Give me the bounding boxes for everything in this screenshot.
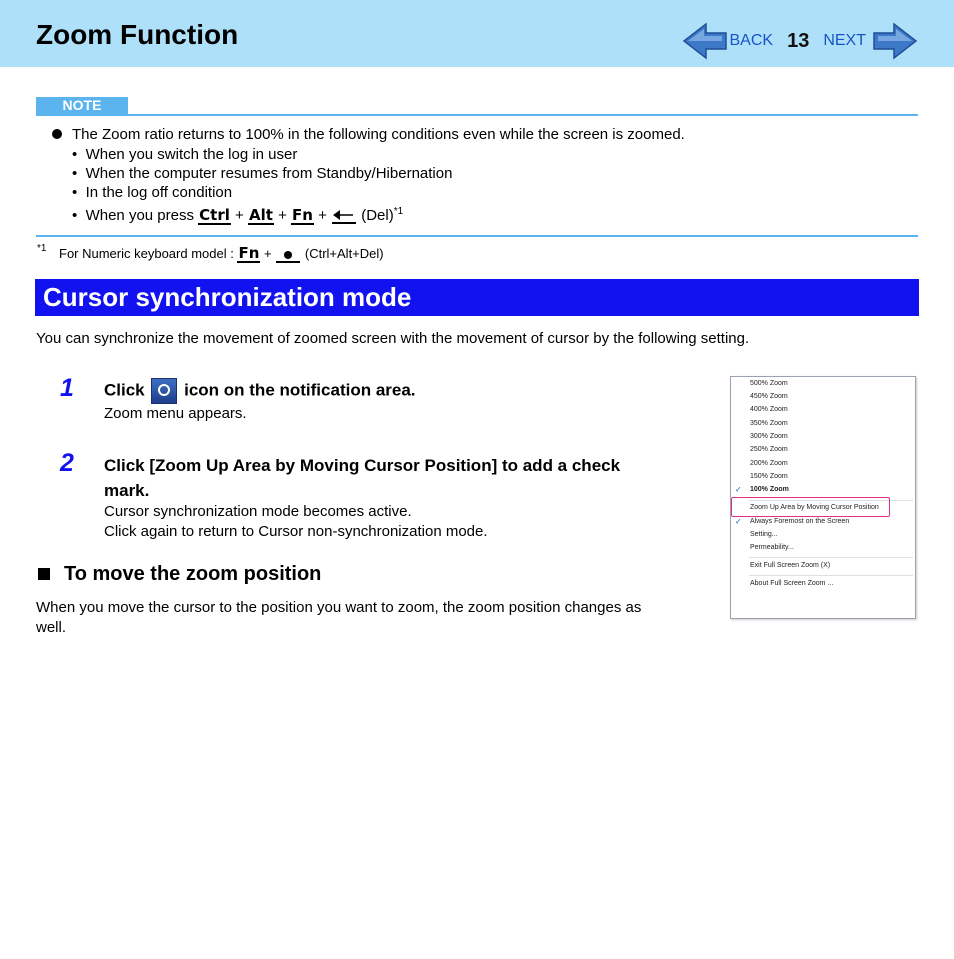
menu-item-450[interactable]: 450% Zoom bbox=[750, 393, 788, 400]
menu-item-exit[interactable]: Exit Full Screen Zoom (X) bbox=[750, 562, 831, 569]
section-intro: You can synchronize the movement of zoomed screen with the movement of cursor by the following setting. bbox=[36, 330, 750, 347]
bullet-icon bbox=[52, 129, 62, 139]
note-item-text: In the log off condition bbox=[85, 184, 233, 201]
footnote-text: For Numeric keyboard model : bbox=[59, 246, 234, 261]
del-label: (Del) bbox=[361, 207, 394, 224]
menu-item-150[interactable]: 150% Zoom bbox=[750, 473, 788, 480]
alt-key: Alt bbox=[248, 206, 273, 224]
menu-item-about[interactable]: About Full Screen Zoom ... bbox=[750, 580, 834, 587]
page-title: Zoom Function bbox=[36, 19, 239, 50]
note-divider bbox=[36, 114, 918, 116]
note-item: • In the log off condition bbox=[72, 184, 233, 201]
note-header bbox=[36, 97, 918, 117]
back-arrow-icon[interactable] bbox=[682, 22, 728, 60]
note-divider-bottom bbox=[36, 235, 918, 237]
press-prefix: When you press bbox=[85, 207, 194, 224]
subsection-text: When you move the cursor to the position you want to zoom, the zoom position changes as bbox=[36, 599, 642, 616]
step-1-text-after: icon on the notification area. bbox=[184, 380, 416, 400]
footnote-marker: *1 bbox=[393, 206, 404, 217]
footnote bbox=[59, 246, 384, 263]
menu-item-always-foremost[interactable]: Always Foremost on the Screen bbox=[750, 518, 850, 525]
backspace-key-icon bbox=[331, 207, 357, 225]
step-number: 1 bbox=[60, 374, 74, 402]
ctrl-key: Ctrl bbox=[199, 206, 230, 224]
next-link[interactable]: NEXT bbox=[823, 32, 866, 49]
step-2-text-line2: mark. bbox=[104, 481, 150, 500]
step-2-description: Click again to return to Cursor non-synchronization mode. bbox=[104, 523, 488, 540]
zoom-context-menu bbox=[730, 376, 916, 619]
next-arrow-icon[interactable] bbox=[872, 22, 918, 60]
back-link[interactable]: BACK bbox=[729, 32, 774, 49]
check-icon: ✓ bbox=[735, 485, 742, 494]
step-2-text-line1: Click [Zoom Up Area by Moving Cursor Position] to add a check bbox=[104, 456, 621, 475]
note-item: • When the computer resumes from Standby/Hibernation bbox=[72, 165, 453, 182]
fn-key: Fn bbox=[292, 206, 313, 224]
menu-item-100[interactable]: 100% Zoom bbox=[750, 486, 789, 493]
footnote-marker: *1 bbox=[37, 243, 47, 254]
menu-item-setting[interactable]: Setting... bbox=[750, 531, 778, 538]
period-key-icon bbox=[275, 247, 301, 263]
note-item-text: When you switch the log in user bbox=[85, 146, 298, 163]
plus-sign: + bbox=[318, 207, 327, 224]
menu-item-zoom-up-area[interactable]: Zoom Up Area by Moving Cursor Position bbox=[750, 504, 879, 511]
section-title: Cursor synchronization mode bbox=[43, 282, 412, 312]
menu-item-permeability[interactable]: Permeability... bbox=[750, 544, 794, 551]
menu-item-500[interactable]: 500% Zoom bbox=[750, 380, 788, 387]
subsection-title: To move the zoom position bbox=[64, 563, 322, 585]
note-item-keys: • When you press Ctrl + Alt + Fn + (Del)$^{*1}$ bbox=[72, 206, 404, 224]
zoom-tray-icon bbox=[151, 378, 177, 404]
plus-sign: + bbox=[235, 207, 244, 224]
menu-item-350[interactable]: 350% Zoom bbox=[750, 420, 788, 427]
plus-sign: + bbox=[278, 207, 287, 224]
step-number: 2 bbox=[60, 449, 74, 477]
note-tag: NOTE bbox=[36, 97, 128, 114]
step-1-description: Zoom menu appears. bbox=[104, 405, 247, 422]
page-number: 13 bbox=[787, 29, 810, 52]
plus-sign: + bbox=[264, 246, 272, 261]
note-item: • When you switch the log in user bbox=[72, 146, 298, 163]
menu-item-250[interactable]: 250% Zoom bbox=[750, 446, 788, 453]
note-item-text: When the computer resumes from Standby/Hibernation bbox=[85, 165, 453, 182]
menu-separator bbox=[749, 575, 913, 576]
menu-separator bbox=[749, 557, 913, 558]
menu-item-200[interactable]: 200% Zoom bbox=[750, 460, 788, 467]
check-icon: ✓ bbox=[735, 517, 742, 526]
square-bullet-icon bbox=[38, 568, 50, 580]
menu-item-400[interactable]: 400% Zoom bbox=[750, 406, 788, 413]
section-header bbox=[35, 279, 919, 316]
subsection-text: well. bbox=[36, 619, 67, 636]
footnote-suffix: (Ctrl+Alt+Del) bbox=[304, 246, 384, 261]
menu-item-300[interactable]: 300% Zoom bbox=[750, 433, 788, 440]
step-1-text bbox=[104, 378, 416, 404]
fn-key: Fn bbox=[238, 244, 260, 262]
note-main-text: The Zoom ratio returns to 100% in the following conditions even while the screen is zoomed. bbox=[72, 126, 685, 143]
page-navigation bbox=[682, 22, 919, 60]
page-header bbox=[0, 0, 954, 67]
step-2-description: Cursor synchronization mode becomes active. bbox=[104, 503, 412, 520]
step-1-text-before: Click bbox=[104, 380, 145, 400]
